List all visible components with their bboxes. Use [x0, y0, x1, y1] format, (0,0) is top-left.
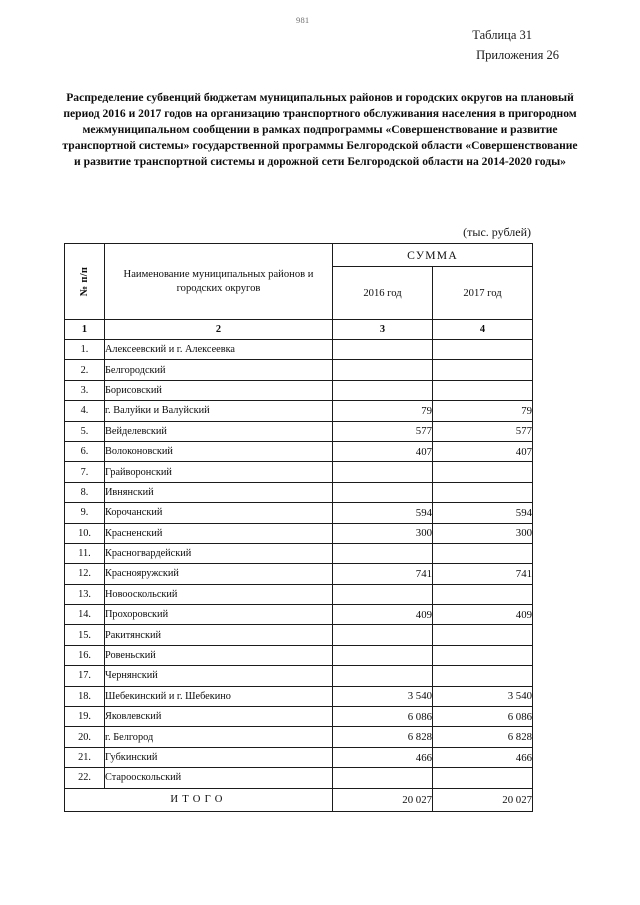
row-value-2016: 409: [333, 605, 433, 625]
row-number: 18.: [65, 686, 105, 706]
row-value-2016: [333, 462, 433, 482]
row-number: 13.: [65, 584, 105, 604]
units-note: (тыс. рублей): [463, 225, 531, 239]
row-value-2017: [433, 360, 533, 380]
table-body: [65, 340, 533, 789]
row-value-2017: 79: [433, 401, 533, 421]
row-municipality-name: Вейделевский: [105, 421, 333, 441]
row-municipality-name: Прохоровский: [105, 605, 333, 625]
total-value-2016: 20 027: [333, 788, 433, 811]
table-row: [65, 360, 533, 380]
row-value-2016: [333, 645, 433, 665]
row-value-2017: [433, 543, 533, 563]
row-municipality-name: Чернянский: [105, 666, 333, 686]
subvention-table-container: [64, 243, 532, 812]
column-number-1: 1: [65, 320, 105, 340]
subvention-table: [64, 243, 533, 812]
column-number-2: 2: [105, 320, 333, 340]
header-row-main: [65, 244, 533, 267]
row-municipality-name: Борисовский: [105, 380, 333, 400]
row-value-2017: 466: [433, 747, 533, 767]
column-number-4: 4: [433, 320, 533, 340]
row-value-2016: 741: [333, 564, 433, 584]
row-number: 19.: [65, 707, 105, 727]
appendix-label: Приложения 26: [476, 48, 559, 62]
table-row: [65, 340, 533, 360]
total-row: [65, 788, 533, 811]
row-value-2016: 6 086: [333, 707, 433, 727]
row-value-2016: [333, 543, 433, 563]
row-municipality-name: Губкинский: [105, 747, 333, 767]
header-year-2016-label: 2016 год: [363, 287, 402, 299]
column-number-row: [65, 320, 533, 340]
row-number: 7.: [65, 462, 105, 482]
row-number: 17.: [65, 666, 105, 686]
row-number: 4.: [65, 401, 105, 421]
row-value-2016: 407: [333, 441, 433, 461]
table-label: Таблица 31: [472, 28, 532, 42]
header-cell-year-2016: [333, 267, 433, 320]
table-footer: [65, 788, 533, 811]
column-number-3: 3: [333, 320, 433, 340]
row-municipality-name: Ракитянский: [105, 625, 333, 645]
row-number: 2.: [65, 360, 105, 380]
table-header: [65, 244, 533, 340]
row-value-2016: [333, 584, 433, 604]
row-number: 15.: [65, 625, 105, 645]
row-value-2016: 3 540: [333, 686, 433, 706]
row-municipality-name: Грайворонский: [105, 462, 333, 482]
table-row: [65, 441, 533, 461]
row-value-2017: 741: [433, 564, 533, 584]
table-row: [65, 584, 533, 604]
row-value-2017: [433, 462, 533, 482]
row-number: 5.: [65, 421, 105, 441]
row-value-2016: [333, 482, 433, 502]
row-value-2017: [433, 584, 533, 604]
row-municipality-name: Старооскольский: [105, 768, 333, 788]
table-row: [65, 686, 533, 706]
row-value-2016: [333, 768, 433, 788]
total-label: ИТОГО: [65, 788, 333, 811]
row-municipality-name: Яковлевский: [105, 707, 333, 727]
header-name-label: Наименование муниципальных районов и городских округов: [123, 268, 314, 294]
row-value-2017: [433, 380, 533, 400]
header-summa-label: СУММА: [407, 248, 458, 262]
table-row: [65, 625, 533, 645]
row-value-2016: 300: [333, 523, 433, 543]
row-value-2017: 409: [433, 605, 533, 625]
row-value-2017: 594: [433, 503, 533, 523]
table-row: [65, 523, 533, 543]
row-value-2016: [333, 625, 433, 645]
row-value-2017: 6 828: [433, 727, 533, 747]
table-row: [65, 380, 533, 400]
row-municipality-name: Ровеньский: [105, 645, 333, 665]
row-value-2017: 6 086: [433, 707, 533, 727]
row-municipality-name: Красногвардейский: [105, 543, 333, 563]
row-value-2017: [433, 482, 533, 502]
row-value-2016: [333, 380, 433, 400]
row-value-2016: [333, 360, 433, 380]
table-row: [65, 482, 533, 502]
row-number: 8.: [65, 482, 105, 502]
header-cell-number: [65, 244, 105, 320]
row-value-2017: 407: [433, 441, 533, 461]
row-municipality-name: Корочанский: [105, 503, 333, 523]
row-value-2016: [333, 666, 433, 686]
table-row: [65, 543, 533, 563]
table-row: [65, 666, 533, 686]
row-value-2017: 300: [433, 523, 533, 543]
header-cell-name: [105, 244, 333, 320]
row-number: 6.: [65, 441, 105, 461]
row-value-2017: [433, 666, 533, 686]
row-number: 3.: [65, 380, 105, 400]
row-value-2016: [333, 340, 433, 360]
row-value-2016: 577: [333, 421, 433, 441]
header-cell-summa: [333, 244, 533, 267]
table-row: [65, 503, 533, 523]
row-municipality-name: Краснояружский: [105, 564, 333, 584]
row-value-2017: [433, 768, 533, 788]
page-number: 981: [296, 15, 310, 25]
table-row: [65, 462, 533, 482]
row-number: 12.: [65, 564, 105, 584]
table-row: [65, 707, 533, 727]
row-municipality-name: Волоконовский: [105, 441, 333, 461]
row-municipality-name: Новооскольский: [105, 584, 333, 604]
row-value-2017: [433, 625, 533, 645]
total-value-2017: 20 027: [433, 788, 533, 811]
row-municipality-name: Шебекинский и г. Шебекино: [105, 686, 333, 706]
row-value-2016: 466: [333, 747, 433, 767]
row-municipality-name: Красненский: [105, 523, 333, 543]
table-row: [65, 605, 533, 625]
row-municipality-name: г. Валуйки и Валуйский: [105, 401, 333, 421]
table-row: [65, 564, 533, 584]
row-value-2017: [433, 340, 533, 360]
table-row: [65, 768, 533, 788]
table-row: [65, 401, 533, 421]
document-title: Распределение субвенций бюджетам муниципальных районов и городских округов на плановый период 2016 и 2017 годов на организацию транспортного обслуживания населения в пригородном межмуниципальном сообщении в рамках подпрограммы «Совершенствование и развитие транспортной системы» государственной программы Белгородской области «Совершенствование и развитие транспортной системы и дорожной сети Белгородской области на 2014-2020 годы»: [62, 91, 578, 169]
table-row: [65, 645, 533, 665]
row-value-2016: 594: [333, 503, 433, 523]
header-number-label: № п/п: [79, 266, 90, 297]
row-number: 1.: [65, 340, 105, 360]
document-reference: [472, 25, 559, 65]
row-municipality-name: г. Белгород: [105, 727, 333, 747]
header-year-2017-label: 2017 год: [463, 287, 502, 299]
row-number: 9.: [65, 503, 105, 523]
row-municipality-name: Белгородский: [105, 360, 333, 380]
row-number: 14.: [65, 605, 105, 625]
row-number: 16.: [65, 645, 105, 665]
row-number: 21.: [65, 747, 105, 767]
table-row: [65, 421, 533, 441]
table-row: [65, 727, 533, 747]
table-row: [65, 747, 533, 767]
row-number: 11.: [65, 543, 105, 563]
row-value-2016: 79: [333, 401, 433, 421]
row-municipality-name: Алексеевский и г. Алексеевка: [105, 340, 333, 360]
row-value-2016: 6 828: [333, 727, 433, 747]
row-value-2017: 577: [433, 421, 533, 441]
row-value-2017: [433, 645, 533, 665]
row-value-2017: 3 540: [433, 686, 533, 706]
row-number: 22.: [65, 768, 105, 788]
row-number: 10.: [65, 523, 105, 543]
row-municipality-name: Ивнянский: [105, 482, 333, 502]
header-cell-year-2017: [433, 267, 533, 320]
row-number: 20.: [65, 727, 105, 747]
